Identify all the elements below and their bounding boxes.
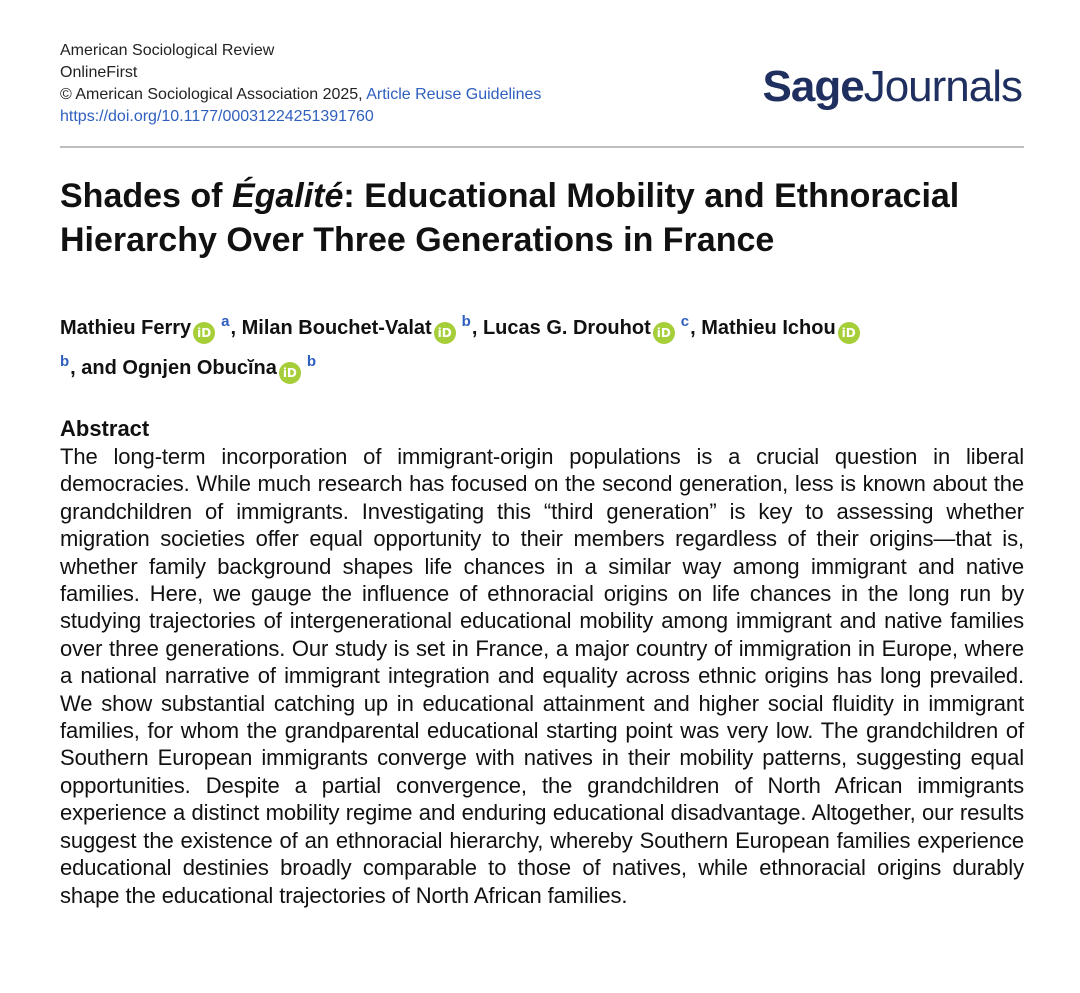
affiliation-marker[interactable]: c [680,313,690,330]
orcid-icon[interactable]: iD [279,362,301,384]
affiliation-marker[interactable]: b [461,313,471,330]
title-rest: : Educational Mobility and Ethnoracial Hierarchy Over Three Generations in France [60,177,960,259]
orcid-icon[interactable]: iD [434,322,456,344]
author-name[interactable]: Milan Bouchet-Valat [241,317,432,339]
doi-link[interactable]: https://doi.org/10.1177/00031224251391760 [60,108,374,125]
abstract-heading: Abstract [60,416,150,441]
orcid-icon[interactable]: iD [653,322,675,344]
article-title [60,174,1035,262]
affiliation-marker[interactable]: b [306,353,317,370]
author-name[interactable]: Ognjen Obucĭna [122,357,277,379]
author-name[interactable]: Mathieu Ichou [701,317,836,339]
copyright-line [60,84,541,106]
logo-sage: Sage [762,62,864,111]
sage-journals-logo[interactable] [763,62,1022,112]
title-italic: Égalité [231,177,344,215]
title-prefix: Shades of [60,177,232,215]
orcid-icon[interactable]: iD [193,322,215,344]
author-separator: , [471,317,483,339]
affiliation-marker[interactable]: b [60,353,70,370]
author-separator: , [230,317,242,339]
publication-meta [60,40,541,128]
copyright-text: © American Sociological Association 2025, [60,86,367,103]
author-name[interactable]: Mathieu Ferry [60,317,192,339]
author-separator: , and [70,357,123,379]
author-list [60,305,1035,385]
journal-name: American Sociological Review [60,42,275,59]
author-name[interactable]: Lucas G. Drouhot [482,317,651,339]
publication-status: OnlineFirst [60,64,138,81]
header-divider [60,146,1024,148]
reuse-guidelines-link[interactable]: Article Reuse Guidelines [366,86,542,103]
orcid-icon[interactable]: iD [838,322,860,344]
affiliation-marker[interactable]: a [221,313,230,330]
logo-journals: Journals [863,62,1022,111]
author-separator: , [690,317,702,339]
abstract-text: The long-term incorporation of immigrant-origin populations is a crucial question in liberal democracies. While much research has focused on the second generation, less is known about the grandchildren of immigrants. Investigating this “third generation” is key to assessing whether migration societies offer equal opportunity to their members regardless of their origins—that is, whether family background shapes life chances in a similar way among immigrant and native families. Here, we gauge the influence of ethnoracial origins on life chances in the long run by studying trajectories of intergenerational educational mobility among immigrant and native families over three generations. Our study is set in France, a major country of immigration in Europe, where a national narrative of immigrant integration and equality across ethnic origins has long prevailed. We show substantial catching up in educational attainment and higher social fluidity in immigrant families, for whom the grandparental educational starting point was very low. The grandchildren of Southern European immigrants converge with natives in their mobility patterns, suggesting equal opportunities. Despite a partial convergence, the grandchildren of North African immigrants experience a distinct mobility regime and enduring educational disadvantage. Altogether, our results suggest the existence of an ethnoracial hierarchy, whereby Southern European families experience educational destinies broadly comparable to those of natives, while ethnoracial origins durably shape the educational trajectories of North African families. [60,444,1024,908]
